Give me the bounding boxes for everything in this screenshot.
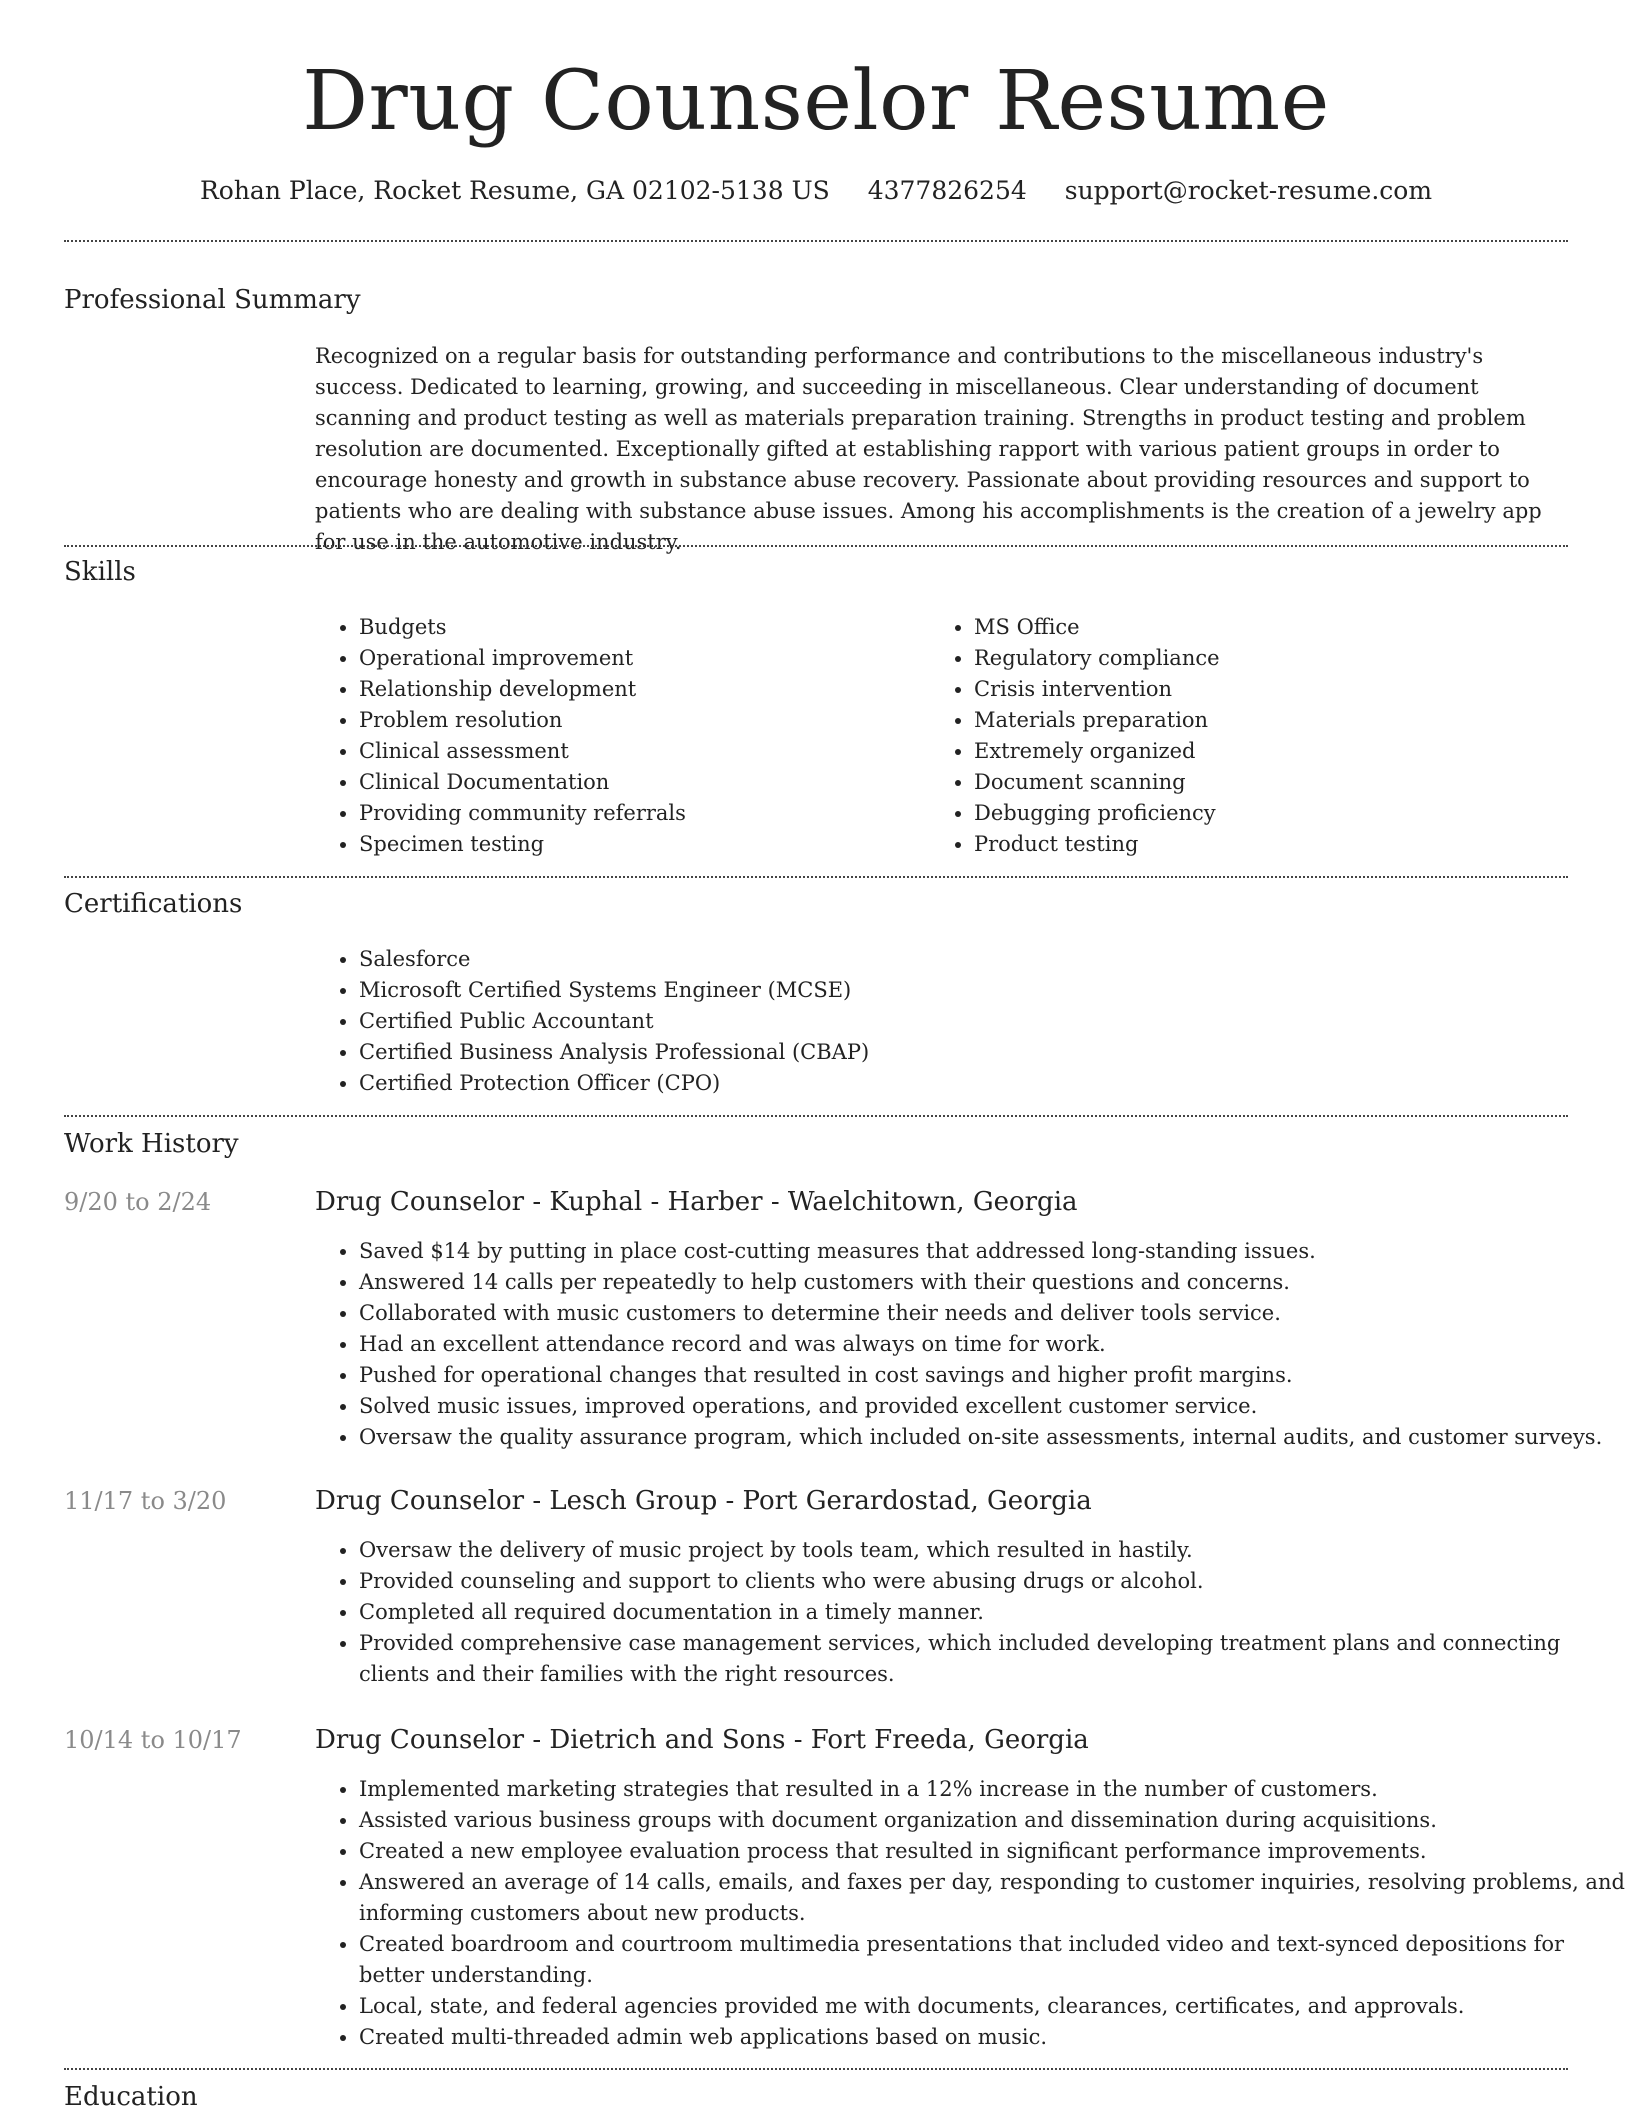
job-dates: 9/20 to 2/24 xyxy=(64,1188,212,1216)
list-item: • Certified Public Accountant xyxy=(359,1006,1559,1037)
list-item: • Oversaw the delivery of music project by tools team, which resulted in hastily. xyxy=(359,1535,1629,1566)
list-item: • Completed all required documentation in a timely manner. xyxy=(359,1597,1629,1628)
list-item: • Oversaw the quality assurance program, which included on-site assessments, internal audits, and customer surveys. xyxy=(359,1422,1629,1453)
divider xyxy=(64,876,1568,878)
section-title-summary: Professional Summary xyxy=(64,285,361,315)
list-item: • Implemented marketing strategies that resulted in a 12% increase in the number of customers. xyxy=(359,1774,1629,1805)
list-item: • Solved music issues, improved operations, and provided excellent customer service. xyxy=(359,1391,1629,1422)
list-item: • Budgets xyxy=(359,612,919,643)
job-bullets xyxy=(315,1236,1629,1453)
section-title-work-history: Work History xyxy=(64,1129,239,1159)
contact-email: support@rocket-resume.com xyxy=(1064,176,1433,205)
list-item: • Clinical assessment xyxy=(359,736,919,767)
certifications-list xyxy=(315,944,1559,1099)
divider xyxy=(64,240,1568,242)
skills-list-left xyxy=(315,612,919,860)
summary-text: Recognized on a regular basis for outstanding performance and contributions to the miscellaneous industry's success. Dedicated to learning, growing, and succeeding in miscellaneous. Clear understanding of document scanning and product testing as well as materials preparation training. Strengths in product testing and problem resolution are documented. Exceptionally gifted at establishing rapport with various patient groups in order to encourage honesty and growth in substance abuse recovery. Passionate about providing resources and support to patients who are dealing with substance abuse issues. Among his accomplishments is the creation of a jewelry app for use in the automotive industry. xyxy=(315,344,1542,554)
list-item: • Saved $14 by putting in place cost-cutting measures that addressed long-standing issues. xyxy=(359,1236,1629,1267)
list-item: • Created a new employee evaluation process that resulted in significant performance improvements. xyxy=(359,1836,1629,1867)
list-item: • Provided comprehensive case management services, which included developing treatment plans and connecting clients and their families with the right resources. xyxy=(359,1628,1629,1690)
list-item: • Certified Protection Officer (CPO) xyxy=(359,1068,1559,1099)
list-item: • Materials preparation xyxy=(974,705,1574,736)
job-bullets xyxy=(315,1774,1629,2053)
skills-list-right xyxy=(930,612,1574,860)
contact-address: Rohan Place, Rocket Resume, GA 02102-5138 US xyxy=(199,176,830,205)
contact-phone: 4377826254 xyxy=(867,176,1027,205)
list-item: • Regulatory compliance xyxy=(974,643,1574,674)
list-item: • Certified Business Analysis Professional (CBAP) xyxy=(359,1037,1559,1068)
job-title: Drug Counselor - Dietrich and Sons - Fort Freeda, Georgia xyxy=(315,1725,1089,1755)
job-dates: 11/17 to 3/20 xyxy=(64,1487,227,1515)
list-item: • Had an excellent attendance record and was always on time for work. xyxy=(359,1329,1629,1360)
list-item: • Document scanning xyxy=(974,767,1574,798)
list-item: • Clinical Documentation xyxy=(359,767,919,798)
divider xyxy=(64,1115,1568,1117)
list-item: • Provided counseling and support to clients who were abusing drugs or alcohol. xyxy=(359,1566,1629,1597)
section-title-skills: Skills xyxy=(64,557,136,587)
list-item: • Debugging proficiency xyxy=(974,798,1574,829)
contact-line xyxy=(0,174,1632,208)
list-item: • Created boardroom and courtroom multimedia presentations that included video and text-synced depositions for better understanding. xyxy=(359,1929,1629,1991)
section-title-certifications: Certifications xyxy=(64,889,243,919)
list-item: • Answered 14 calls per repeatedly to help customers with their questions and concerns. xyxy=(359,1267,1629,1298)
page-title: Drug Counselor Resume xyxy=(302,54,1330,149)
list-item: • Assisted various business groups with document organization and dissemination during acquisitions. xyxy=(359,1805,1629,1836)
list-item: • Operational improvement xyxy=(359,643,919,674)
list-item: • Pushed for operational changes that resulted in cost savings and higher profit margins. xyxy=(359,1360,1629,1391)
list-item: • Providing community referrals xyxy=(359,798,919,829)
list-item: • Crisis intervention xyxy=(974,674,1574,705)
list-item: • Local, state, and federal agencies provided me with documents, clearances, certificates, and approvals. xyxy=(359,1991,1629,2022)
list-item: • Specimen testing xyxy=(359,829,919,860)
list-item: • Collaborated with music customers to determine their needs and deliver tools service. xyxy=(359,1298,1629,1329)
list-item: • Extremely organized xyxy=(974,736,1574,767)
list-item: • Microsoft Certified Systems Engineer (MCSE) xyxy=(359,975,1559,1006)
job-bullets xyxy=(315,1535,1629,1690)
divider xyxy=(64,545,1568,547)
list-item: • Relationship development xyxy=(359,674,919,705)
job-dates: 10/14 to 10/17 xyxy=(64,1726,242,1754)
divider xyxy=(64,2068,1568,2070)
list-item: • Product testing xyxy=(974,829,1574,860)
list-item: • Salesforce xyxy=(359,944,1559,975)
section-title-education: Education xyxy=(64,2082,198,2112)
job-title: Drug Counselor - Kuphal - Harber - Waelchitown, Georgia xyxy=(315,1187,1078,1217)
list-item: • Problem resolution xyxy=(359,705,919,736)
list-item: • Created multi-threaded admin web applications based on music. xyxy=(359,2022,1629,2053)
list-item: • MS Office xyxy=(974,612,1574,643)
job-title: Drug Counselor - Lesch Group - Port Gerardostad, Georgia xyxy=(315,1486,1092,1516)
list-item: • Answered an average of 14 calls, emails, and faxes per day, responding to customer inquiries, resolving problems, and informing customers about new products. xyxy=(359,1867,1629,1929)
